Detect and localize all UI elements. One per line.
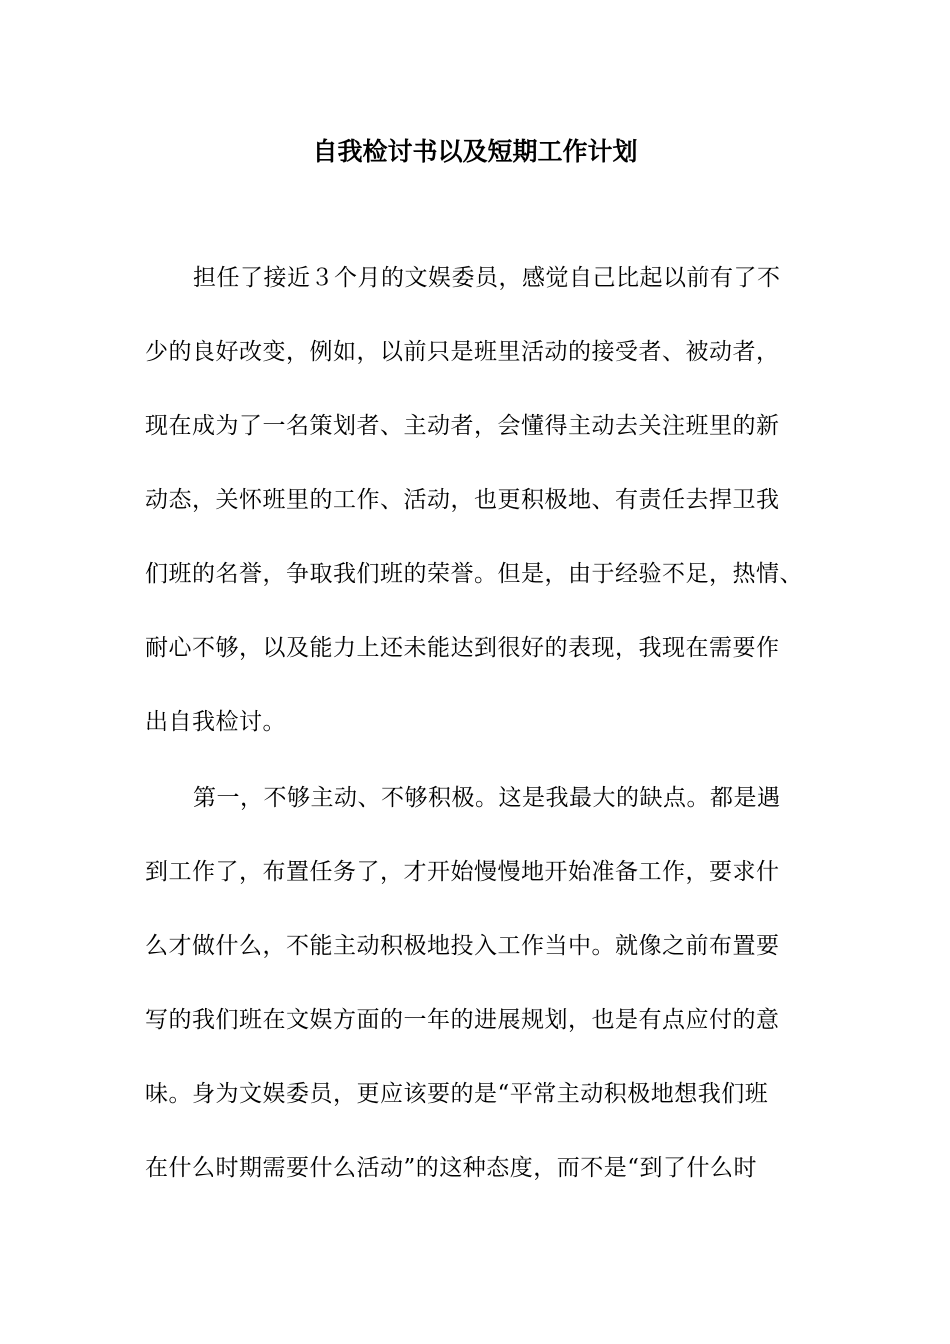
paragraph-line: 么才做什么，不能主动积极地投入工作当中。就像之前布置要 [145,933,780,959]
paragraph-line: 少的良好改变，例如，以前只是班里活动的接受者、被动者， [145,339,780,365]
paragraph-line: 现在成为了一名策划者、主动者，会懂得主动去关注班里的新 [145,413,780,439]
paragraph-line: 第一，不够主动、不够积极。这是我最大的缺点。都是遇 [193,785,781,811]
paragraph-line: 出自我检讨。 [145,709,286,735]
paragraph-line: 在什么时期需要什么活动”的这种态度，而不是“到了什么时 [145,1155,758,1181]
paragraph-line: 耐心不够，以及能力上还未能达到很好的表现，我现在需要作 [145,635,780,661]
paragraph-line: 们班的名誉，争取我们班的荣誉。但是，由于经验不足，热情、 [145,561,803,587]
paragraph-line: 动态，关怀班里的工作、活动，也更积极地、有责任去捍卫我 [145,487,780,513]
paragraph-line: 到工作了，布置任务了，才开始慢慢地开始准备工作，要求什 [145,859,780,885]
paragraph-line: 味。身为文娱委员，更应该要的是“平常主动积极地想我们班 [145,1081,769,1107]
paragraph-line: 写的我们班在文娱方面的一年的进展规划，也是有点应付的意 [145,1007,780,1033]
document-title: 自我检讨书以及短期工作计划 [312,137,638,166]
paragraph-line: 担任了接近３个月的文娱委员，感觉自己比起以前有了不 [193,265,781,291]
